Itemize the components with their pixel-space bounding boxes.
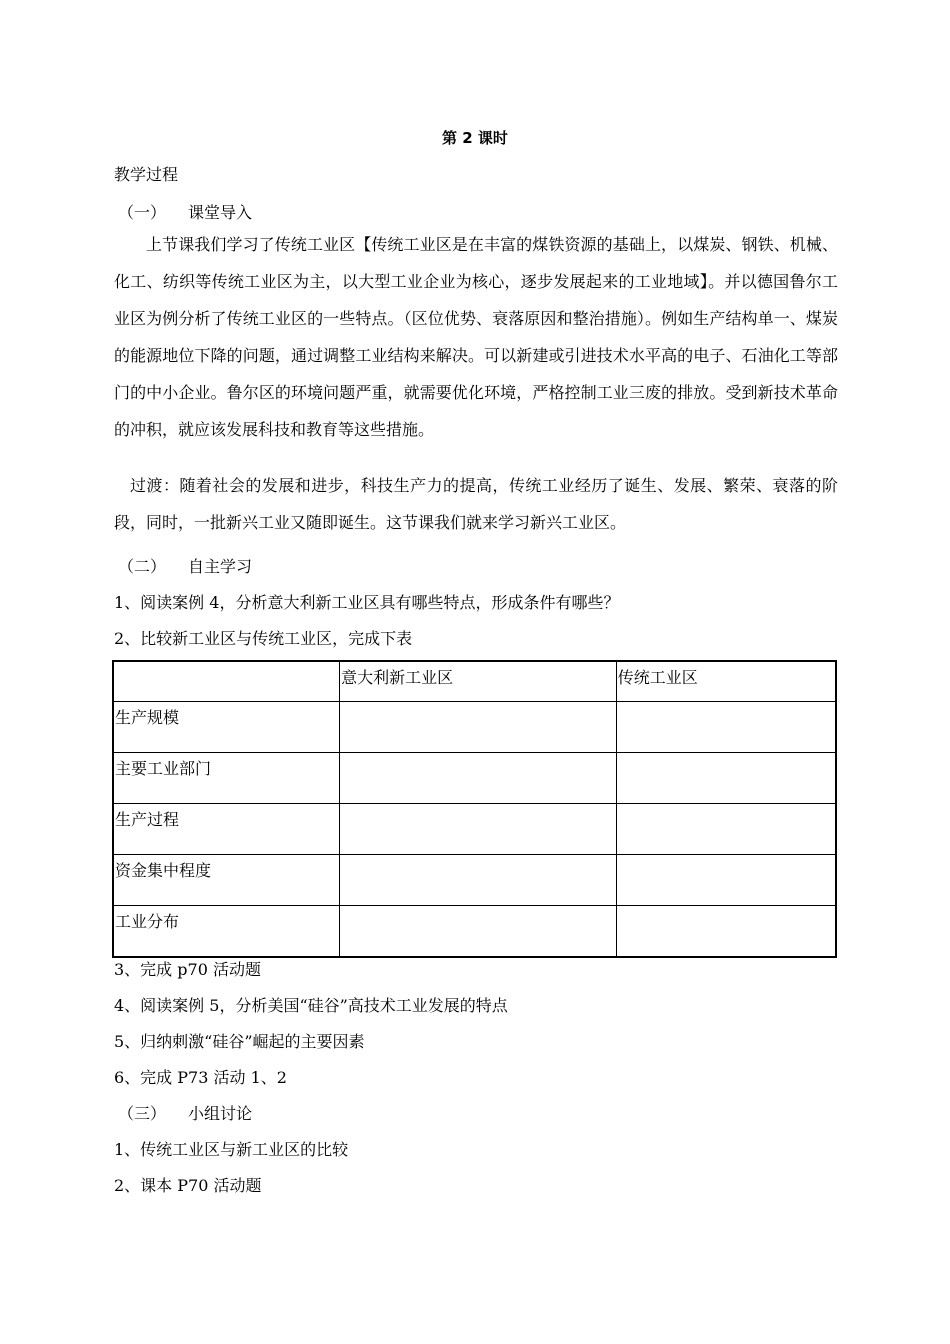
section-2-label: 自主学习 xyxy=(188,557,253,576)
table-header-row xyxy=(113,661,836,702)
section-1-label: 课堂导入 xyxy=(188,203,253,222)
table-cell-blank[interactable] xyxy=(616,804,836,855)
list-item: 5、归纳刺激“硅谷”崛起的主要因素 xyxy=(114,1032,365,1051)
table-cell-blank[interactable] xyxy=(340,702,617,753)
section-1-heading xyxy=(118,200,252,223)
table-header-cell xyxy=(113,661,340,702)
table-cell-blank[interactable] xyxy=(340,753,617,804)
table-cell-blank[interactable] xyxy=(616,906,836,958)
list-item: 2、比较新工业区与传统工业区，完成下表 xyxy=(114,629,413,648)
list-item: 4、阅读案例 5，分析美国“硅谷”高技术工业发展的特点 xyxy=(114,996,508,1015)
section-3-number: （三） xyxy=(118,1104,167,1123)
transition-paragraph: 过渡：随着社会的发展和进步，科技生产力的提高，传统工业经历了诞生、发展、繁荣、衰落的阶段，同时，一批新兴工业又随即诞生。这节课我们就来学习新兴工业区。 xyxy=(114,476,838,532)
table-row xyxy=(113,702,836,753)
section-2-heading xyxy=(118,554,252,577)
table-cell-blank[interactable] xyxy=(340,906,617,958)
table-row xyxy=(113,855,836,906)
row-label: 资金集中程度 xyxy=(113,855,340,906)
list-item: 2、课本 P70 活动题 xyxy=(114,1176,262,1195)
row-label: 生产规模 xyxy=(113,702,340,753)
table-cell-blank[interactable] xyxy=(616,702,836,753)
row-label: 生产过程 xyxy=(113,804,340,855)
section-1-number: （一） xyxy=(118,203,167,222)
table-cell-blank[interactable] xyxy=(340,804,617,855)
heading-teaching-process: 教学过程 xyxy=(114,165,179,184)
section-3-heading xyxy=(118,1101,252,1124)
table-row xyxy=(113,906,836,958)
section-3-label: 小组讨论 xyxy=(188,1104,253,1123)
section-2-number: （二） xyxy=(118,557,167,576)
table-cell-blank[interactable] xyxy=(616,855,836,906)
list-item: 1、阅读案例 4，分析意大利新工业区具有哪些特点，形成条件有哪些？ xyxy=(114,593,620,612)
list-item: 3、完成 p70 活动题 xyxy=(114,960,261,979)
comparison-table xyxy=(112,660,837,958)
intro-paragraph: 上节课我们学习了传统工业区【传统工业区是在丰富的煤铁资源的基础上，以煤炭、钢铁、机械、化工、纺织等传统工业区为主，以大型工业企业为核心，逐步发展起来的工业地域】。并以德国鲁尔工业区为例分析了传统工业区的一些特点。（区位优势、衰落原因和整治措施）。例如生产结构单一、煤炭的能源地位下降的问题，通过调整工业结构来解决。可以新建或引进技术水平高的电子、石油化工等部门的中小企业。鲁尔区的环境问题严重，就需要优化环境，严格控制工业三废的排放。受到新技术革命的冲积，就应该发展科技和教育等这些措施。 xyxy=(114,235,838,439)
list-item: 1、传统工业区与新工业区的比较 xyxy=(114,1140,349,1159)
table-cell-blank[interactable] xyxy=(616,753,836,804)
row-label: 工业分布 xyxy=(113,906,340,958)
table-header-cell: 意大利新工业区 xyxy=(340,661,617,702)
row-label: 主要工业部门 xyxy=(113,753,340,804)
list-item: 6、完成 P73 活动 1、2 xyxy=(114,1068,287,1087)
table-row xyxy=(113,753,836,804)
table-header-cell: 传统工业区 xyxy=(616,661,836,702)
table-row xyxy=(113,804,836,855)
table-cell-blank[interactable] xyxy=(340,855,617,906)
lesson-title: 第 2 课时 xyxy=(442,129,508,147)
